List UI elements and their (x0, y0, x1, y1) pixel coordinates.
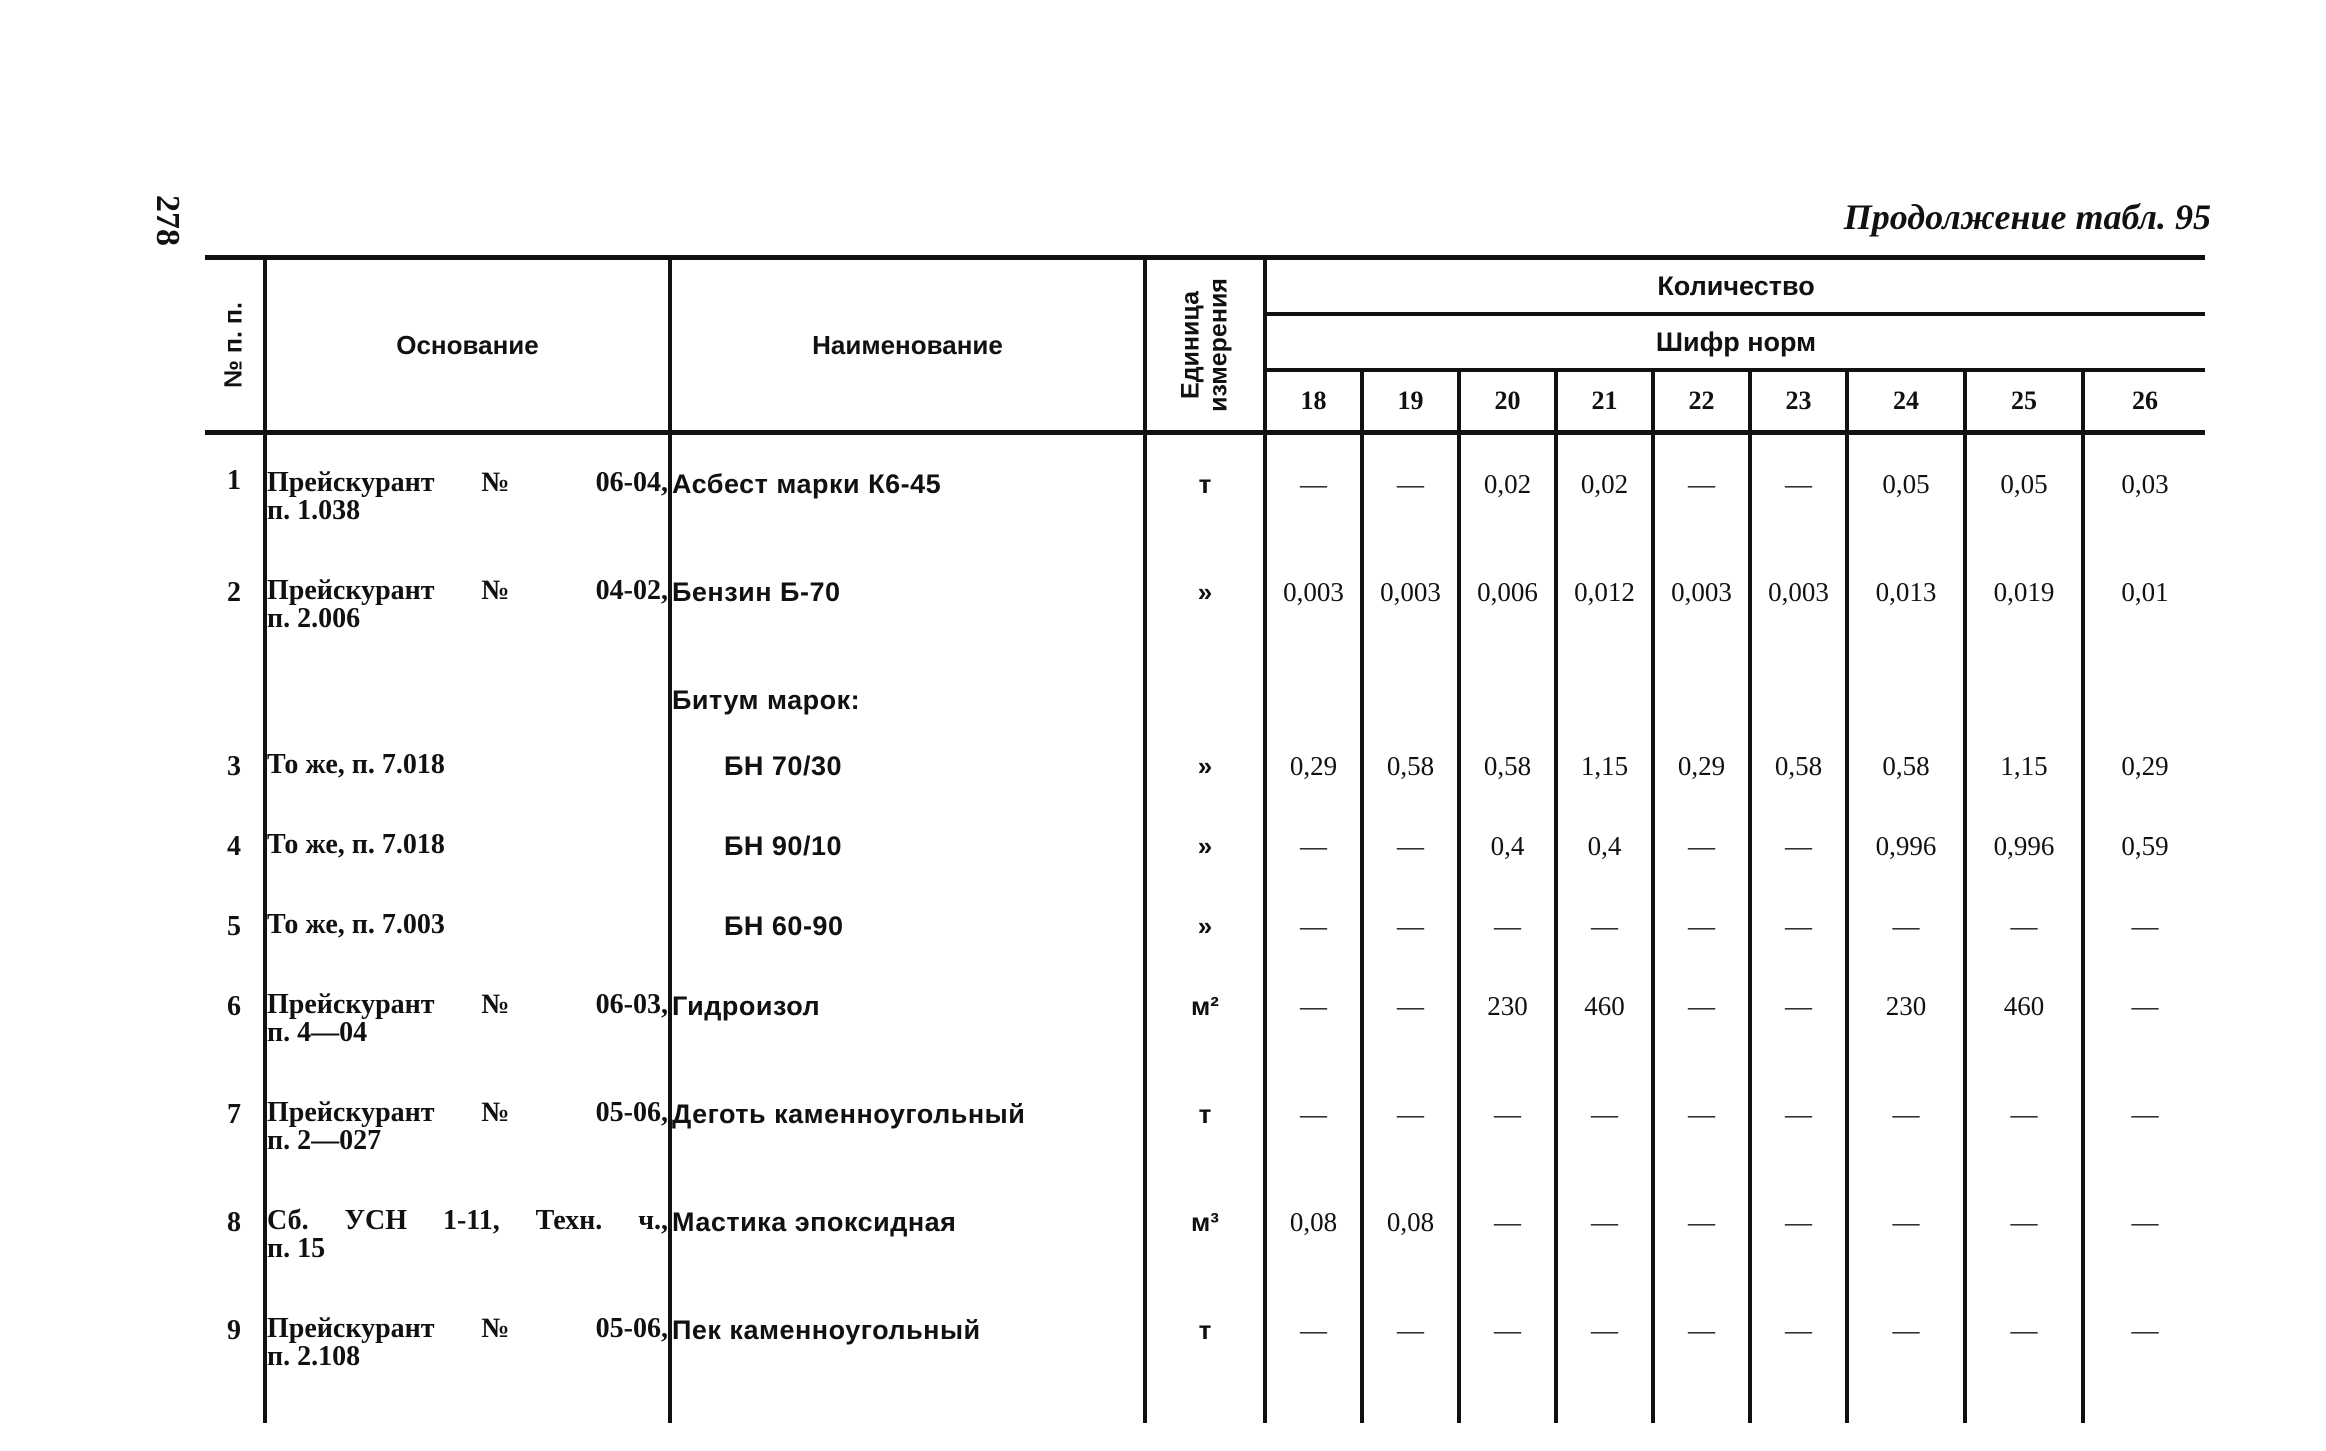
row-value-23: — (1750, 433, 1847, 578)
row-value-20: — (1459, 1315, 1556, 1423)
basis-line: То же, п. 7.018 (267, 829, 445, 860)
basis-line: п. 4—04 (267, 1017, 368, 1048)
row-value-21: 460 (1556, 991, 1653, 1099)
row-value-21: 0,02 (1556, 433, 1653, 578)
row-value-18: — (1265, 433, 1362, 578)
row-name: БН 90/10 (670, 831, 1145, 911)
row-value-24: 0,013 (1847, 577, 1965, 685)
row-value-22: 0,29 (1653, 751, 1750, 831)
row-value-21: — (1556, 911, 1653, 991)
row-value-18: — (1265, 1315, 1362, 1423)
header-unit-line1: Единица (1176, 291, 1205, 399)
row-name: Мастика эпоксидная (670, 1207, 1145, 1315)
row-value-20: — (1459, 1207, 1556, 1315)
row-value-20: 0,006 (1459, 577, 1556, 685)
row-value-24: — (1847, 911, 1965, 991)
table-caption: Продолжение табл. 95 (1843, 197, 2211, 237)
header-code-24: 24 (1847, 370, 1965, 433)
row-value-25: 0,05 (1965, 433, 2083, 578)
row-value-24: — (1847, 1207, 1965, 1315)
row-value-25: 0,019 (1965, 577, 2083, 685)
row-unit: т (1145, 1315, 1265, 1423)
table-row (205, 751, 2205, 831)
row-value-21: — (1556, 1207, 1653, 1315)
row-value-24: — (1847, 1315, 1965, 1423)
header-code: Шифр норм (1265, 314, 2205, 370)
row-index: 9 (227, 1315, 241, 1346)
row-value-18: 0,08 (1265, 1207, 1362, 1315)
row-index: 4 (227, 831, 241, 862)
row-value-19: — (1362, 1099, 1459, 1207)
table-row (205, 1315, 2205, 1423)
page-number: 278 (149, 195, 186, 246)
basis-line: п. 2.108 (267, 1341, 361, 1372)
row-value (1653, 685, 1750, 751)
row-value-22: — (1653, 991, 1750, 1099)
basis-line: Прейскурант № 06-03, (267, 989, 668, 1020)
row-basis (265, 433, 670, 578)
row-value-23: — (1750, 1207, 1847, 1315)
row-value-24: 230 (1847, 991, 1965, 1099)
row-value-21: — (1556, 1099, 1653, 1207)
row-value-21: — (1556, 1315, 1653, 1423)
row-value-18: — (1265, 991, 1362, 1099)
row-unit: т (1145, 1099, 1265, 1207)
row-value-26: — (2083, 1315, 2205, 1423)
row-value-23: — (1750, 831, 1847, 911)
row-value (1750, 685, 1847, 751)
basis-line: Прейскурант № 04-02, (267, 575, 668, 606)
row-value-22: — (1653, 831, 1750, 911)
row-index (205, 685, 265, 751)
row-value-25: — (1965, 1099, 2083, 1207)
row-name: Деготь каменноугольный (670, 1099, 1145, 1207)
row-value-21: 0,012 (1556, 577, 1653, 685)
row-value (1965, 685, 2083, 751)
row-name: Бензин Б-70 (670, 577, 1145, 685)
row-unit: » (1145, 911, 1265, 991)
header-basis: Основание (265, 258, 670, 433)
header-quantity: Количество (1265, 258, 2205, 315)
basis-line: п. 2.006 (267, 603, 361, 634)
row-basis (265, 1207, 670, 1315)
header-name: Наименование (670, 258, 1145, 433)
row-value-19: 0,08 (1362, 1207, 1459, 1315)
table-row (205, 1099, 2205, 1207)
row-unit: » (1145, 751, 1265, 831)
header-code-19: 19 (1362, 370, 1459, 433)
row-value-26: 0,03 (2083, 433, 2205, 578)
row-value (2083, 685, 2205, 751)
header-code-20: 20 (1459, 370, 1556, 433)
table-row (205, 831, 2205, 911)
row-value-22: — (1653, 1315, 1750, 1423)
table-row (205, 433, 2205, 578)
row-name: Пек каменноугольный (670, 1315, 1145, 1423)
row-value-20: 0,58 (1459, 751, 1556, 831)
header-unit-label (1178, 278, 1233, 412)
header-index (205, 258, 265, 433)
row-value-25: — (1965, 1207, 2083, 1315)
basis-line: Прейскурант № 06-04, (267, 467, 668, 498)
row-value-19: 0,003 (1362, 577, 1459, 685)
row-value-24: — (1847, 1099, 1965, 1207)
row-index: 3 (227, 751, 241, 782)
basis-line: п. 2—027 (267, 1125, 382, 1156)
row-basis (265, 577, 670, 685)
row-value-26: 0,59 (2083, 831, 2205, 911)
header-unit-line2: измерения (1204, 278, 1232, 412)
basis-line: Сб. УСН 1-11, Техн. ч., (267, 1205, 668, 1236)
row-index: 6 (227, 991, 241, 1022)
row-index: 1 (227, 465, 241, 496)
table-body (205, 433, 2205, 1424)
header-code-23: 23 (1750, 370, 1847, 433)
header-code-21: 21 (1556, 370, 1653, 433)
row-value-18: 0,003 (1265, 577, 1362, 685)
row-value-25: 460 (1965, 991, 2083, 1099)
group-row (205, 685, 2205, 751)
row-value-20: — (1459, 1099, 1556, 1207)
row-basis (265, 1099, 670, 1207)
row-value-23: — (1750, 911, 1847, 991)
row-value-22: — (1653, 1207, 1750, 1315)
row-value-23: 0,003 (1750, 577, 1847, 685)
row-value-18: — (1265, 831, 1362, 911)
row-basis (265, 751, 670, 831)
row-name: Гидроизол (670, 991, 1145, 1099)
basis-line: То же, п. 7.003 (267, 909, 445, 940)
row-value-22: — (1653, 911, 1750, 991)
row-unit: т (1145, 433, 1265, 578)
basis-line: п. 15 (267, 1233, 326, 1264)
row-unit: м³ (1145, 1207, 1265, 1315)
row-unit: м² (1145, 991, 1265, 1099)
table-row (205, 577, 2205, 685)
row-value-23: — (1750, 991, 1847, 1099)
row-value-23: — (1750, 1315, 1847, 1423)
row-basis (265, 831, 670, 911)
row-value-24: 0,996 (1847, 831, 1965, 911)
header-code-26: 26 (2083, 370, 2205, 433)
table-row (205, 991, 2205, 1099)
row-value-25: 1,15 (1965, 751, 2083, 831)
header-code-25: 25 (1965, 370, 2083, 433)
row-value (1847, 685, 1965, 751)
row-basis (265, 911, 670, 991)
row-value-19: — (1362, 1315, 1459, 1423)
basis-line: Прейскурант № 05-06, (267, 1097, 668, 1128)
row-unit: » (1145, 577, 1265, 685)
row-value-26: — (2083, 1207, 2205, 1315)
row-name: БН 60-90 (670, 911, 1145, 991)
row-value-18: 0,29 (1265, 751, 1362, 831)
row-value-25: — (1965, 1315, 2083, 1423)
row-value-22: — (1653, 1099, 1750, 1207)
row-value-26: — (2083, 991, 2205, 1099)
row-value-24: 0,58 (1847, 751, 1965, 831)
row-value-20: — (1459, 911, 1556, 991)
table-row (205, 1207, 2205, 1315)
row-value-26: — (2083, 1099, 2205, 1207)
row-value-21: 1,15 (1556, 751, 1653, 831)
header-code-22: 22 (1653, 370, 1750, 433)
row-value-19: 0,58 (1362, 751, 1459, 831)
row-value (1556, 685, 1653, 751)
basis-line: п. 1.038 (267, 495, 361, 526)
row-value-23: — (1750, 1099, 1847, 1207)
header-code-18: 18 (1265, 370, 1362, 433)
row-value-26: 0,29 (2083, 751, 2205, 831)
group-label: Битум марок: (670, 685, 1145, 751)
row-value-18: — (1265, 911, 1362, 991)
row-value-20: 0,4 (1459, 831, 1556, 911)
row-value-19: — (1362, 433, 1459, 578)
header-index-label: № п. п. (219, 302, 248, 388)
row-value-26: 0,01 (2083, 577, 2205, 685)
row-value-24: 0,05 (1847, 433, 1965, 578)
row-value-23: 0,58 (1750, 751, 1847, 831)
row-value-25: 0,996 (1965, 831, 2083, 911)
row-basis (265, 685, 670, 751)
row-index: 7 (227, 1099, 241, 1130)
row-index: 5 (227, 911, 241, 942)
row-value-25: — (1965, 911, 2083, 991)
materials-table (205, 255, 2205, 1423)
table-header (205, 258, 2205, 433)
basis-line: То же, п. 7.018 (267, 749, 445, 780)
row-value-22: — (1653, 433, 1750, 578)
basis-line: Прейскурант № 05-06, (267, 1313, 668, 1344)
row-value-20: 230 (1459, 991, 1556, 1099)
row-unit: » (1145, 831, 1265, 911)
row-value-21: 0,4 (1556, 831, 1653, 911)
header-unit (1145, 258, 1265, 433)
row-value (1362, 685, 1459, 751)
table-row (205, 911, 2205, 991)
row-index: 8 (227, 1207, 241, 1238)
row-value-19: — (1362, 831, 1459, 911)
row-basis (265, 1315, 670, 1423)
row-basis (265, 991, 670, 1099)
row-index: 2 (227, 577, 241, 608)
row-value (1265, 685, 1362, 751)
row-value-22: 0,003 (1653, 577, 1750, 685)
row-name: БН 70/30 (670, 751, 1145, 831)
row-value-18: — (1265, 1099, 1362, 1207)
row-unit (1145, 685, 1265, 751)
row-value-26: — (2083, 911, 2205, 991)
row-value-19: — (1362, 911, 1459, 991)
row-value (1459, 685, 1556, 751)
row-value-20: 0,02 (1459, 433, 1556, 578)
row-name: Асбест марки К6-45 (670, 433, 1145, 578)
row-value-19: — (1362, 991, 1459, 1099)
